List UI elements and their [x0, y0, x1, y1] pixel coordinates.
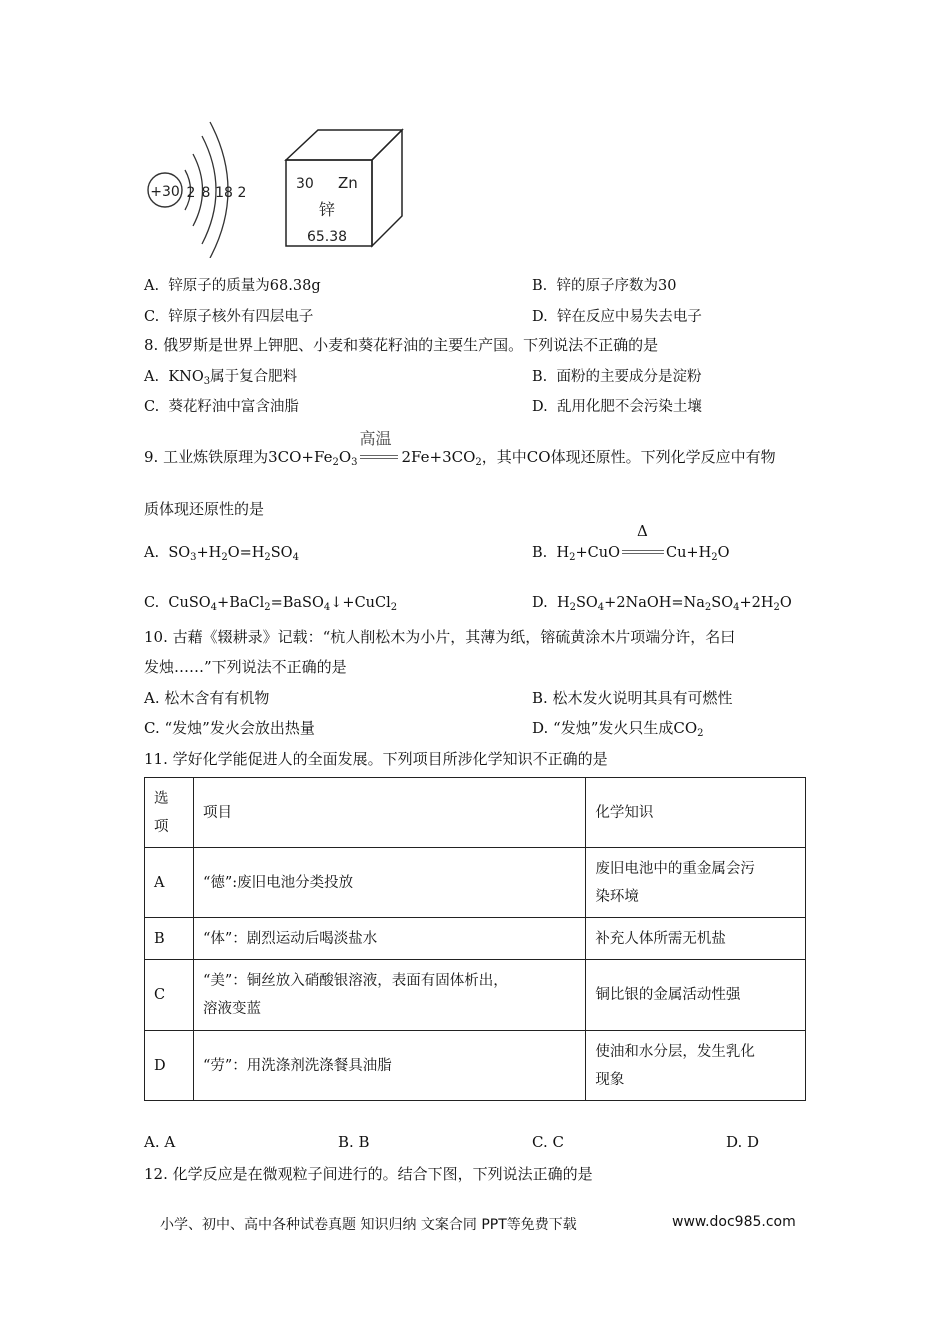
- q10-option-b: B. 松木发火说明其具有可燃性: [532, 689, 733, 707]
- q7-option-c-text: 锌原子核外有四层电子: [168, 309, 314, 325]
- q10-option-d: [532, 717, 704, 738]
- q9-option-c-equation: CuSO$_4$+BaCl$_2$=BaSO$_4$↓+CuCl$_2$: [168, 595, 398, 613]
- table-header-row: [145, 778, 806, 848]
- q8-option-d-letter: D.: [532, 399, 548, 415]
- cell-symbol: Zn: [338, 174, 358, 192]
- row-option: D: [145, 1031, 194, 1101]
- row-knowledge: 废旧电池中的重金属会污 染环境: [586, 848, 806, 918]
- q8-stem: 8. 俄罗斯是世界上钾肥、小麦和葵花籽油的主要生产国。下列说法不正确的是: [144, 336, 659, 354]
- row-project: “德”:废旧电池分类投放: [193, 848, 585, 918]
- q7-option-b: [532, 274, 676, 295]
- q7-option-a-letter: A.: [144, 278, 160, 294]
- q7-option-a: [144, 274, 321, 295]
- q8-option-c: [144, 395, 299, 416]
- q9-condition-label: 高温: [359, 429, 392, 448]
- q11-table: [144, 777, 806, 1101]
- q10-stem-line2: 发烛……”下列说法不正确的是: [144, 658, 347, 676]
- row-knowledge: 铜比银的金属活动性强: [586, 960, 806, 1031]
- header-option: 选 项: [145, 778, 194, 848]
- q9-option-d-equation: $H_2SO_4+2NaOH=Na_2SO_4+2H_2O$: [556, 595, 792, 613]
- q7-option-d-letter: D.: [532, 309, 548, 325]
- table-row: [145, 848, 806, 918]
- q9-equation-products: $2Fe+3CO_2$: [401, 448, 482, 468]
- q9-option-b-arrow: [620, 522, 666, 560]
- shell-count-3: 18: [215, 185, 233, 201]
- q7-option-c-letter: C.: [144, 309, 160, 325]
- q11-answer-b: B. B: [338, 1133, 370, 1151]
- header-knowledge: 化学知识: [586, 778, 806, 848]
- footer-url[interactable]: www.doc985.com: [672, 1214, 796, 1230]
- q9-option-a: [144, 545, 299, 561]
- q9-equation-reactants: $3CO+Fe_2O_3$: [268, 448, 358, 468]
- q8-option-b-letter: B.: [532, 369, 548, 385]
- q9-option-a-letter: A.: [144, 545, 160, 561]
- q9-option-b-letter: B.: [532, 545, 548, 561]
- q9-option-a-equation: $SO_3+H_2O=H_2SO_4$: [168, 545, 299, 563]
- q7-option-d-text: 锌在反应中易失去电子: [556, 309, 702, 325]
- shell-count-1: 2: [186, 185, 196, 201]
- q8-option-a-formula: KNO: [168, 369, 204, 385]
- cell-element-name: 锌: [318, 200, 336, 219]
- q10-stem-line1: 10. 古藉《辍耕录》记载：“杭人削松木为小片，其薄为纸，镕硫黄涂木片项端分许，名曰: [144, 628, 736, 646]
- q8-option-c-letter: C.: [144, 399, 160, 415]
- row-project: “劳”：用洗涤剂洗涤餐具油脂: [193, 1031, 585, 1101]
- row-option: C: [145, 960, 194, 1031]
- q9-option-b-condition: Δ: [637, 522, 648, 540]
- q8-option-a-letter: A.: [144, 369, 160, 385]
- q8-option-c-text: 葵花籽油中富含油脂: [168, 399, 299, 415]
- q11-answer-a: A. A: [144, 1133, 176, 1151]
- q10-option-a: A. 松木含有有机物: [144, 689, 270, 707]
- nucleus-charge: +30: [150, 184, 180, 200]
- q9-option-d: [532, 595, 792, 611]
- q7-option-c: [144, 305, 313, 326]
- q8-option-d: [532, 395, 702, 416]
- q12-stem: 12. 化学反应是在微观粒子间进行的。结合下图，下列说法正确的是: [144, 1165, 593, 1183]
- q8-option-b: [532, 365, 701, 386]
- row-project: “美”：铜丝放入硝酸银溶液，表面有固体析出， 溶液变蓝: [193, 960, 585, 1031]
- q9-stem-line2: 质体现还原性的是: [144, 500, 265, 518]
- cell-atomic-number: 30: [296, 176, 314, 192]
- q9-option-b-reactants: $H_2+CuO$: [556, 545, 620, 563]
- q8-option-a-text: 属于复合肥料: [210, 369, 298, 385]
- table-row: [145, 918, 806, 960]
- q7-option-b-text: 锌的原子序数为30: [556, 278, 677, 294]
- q8-option-a: [144, 365, 297, 386]
- q10-option-c: C. “发烛”发火会放出热量: [144, 719, 315, 737]
- q9-reaction-arrow: [358, 429, 402, 465]
- q11-answer-c: C. C: [532, 1133, 564, 1151]
- q7-option-d: [532, 305, 702, 326]
- q11-stem: 11. 学好化学能促进人的全面发展。下列项目所涉化学知识不正确的是: [144, 750, 608, 768]
- q9-stem-line1: [144, 429, 776, 468]
- zinc-periodic-cell: [282, 126, 408, 250]
- q8-option-d-text: 乱用化肥不会污染土壤: [556, 399, 702, 415]
- footer-text: 小学、初中、高中各种试卷真题 知识归纳 文案合同 PPT等免费下载: [160, 1217, 577, 1233]
- header-project: 项目: [193, 778, 585, 848]
- cell-side-face: [372, 130, 402, 246]
- q9-option-b: [532, 522, 730, 563]
- table-row: [145, 960, 806, 1031]
- q9-option-d-letter: D.: [532, 595, 548, 611]
- row-option: B: [145, 918, 194, 960]
- shell-count-2: 8: [201, 185, 211, 201]
- q9-option-b-products: $Cu+H_2O$: [666, 545, 730, 563]
- row-option: A: [145, 848, 194, 918]
- q10-option-d-subscript: 2: [697, 728, 704, 739]
- row-knowledge: 使油和水分层，发生乳化 现象: [586, 1031, 806, 1101]
- cell-atomic-mass: 65.38: [306, 229, 348, 245]
- q7-option-a-text: 锌原子的质量为68.38g: [168, 278, 321, 294]
- zinc-atom-structure-diagram: [140, 118, 260, 258]
- q11-answer-d: D. D: [726, 1133, 760, 1151]
- q8-option-a-subscript: 3: [203, 376, 211, 387]
- table-row: [145, 1031, 806, 1101]
- q9-stem-tail: ，其中CO体现还原性。下列化学反应中有物: [481, 448, 776, 466]
- q8-option-b-text: 面粉的主要成分是淀粉: [556, 369, 702, 385]
- q9-option-c: [144, 595, 397, 611]
- row-project: “体”：剧烈运动后喝淡盐水: [193, 918, 585, 960]
- cell-top-face: [286, 130, 402, 160]
- q10-option-d-text: D. “发烛”发火只生成CO: [532, 719, 698, 737]
- row-knowledge: 补充人体所需无机盐: [586, 918, 806, 960]
- q7-option-b-letter: B.: [532, 278, 548, 294]
- shell-count-4: 2: [237, 185, 247, 201]
- q9-option-c-letter: C.: [144, 595, 160, 611]
- q9-stem-intro: 9. 工业炼铁原理为: [144, 448, 269, 466]
